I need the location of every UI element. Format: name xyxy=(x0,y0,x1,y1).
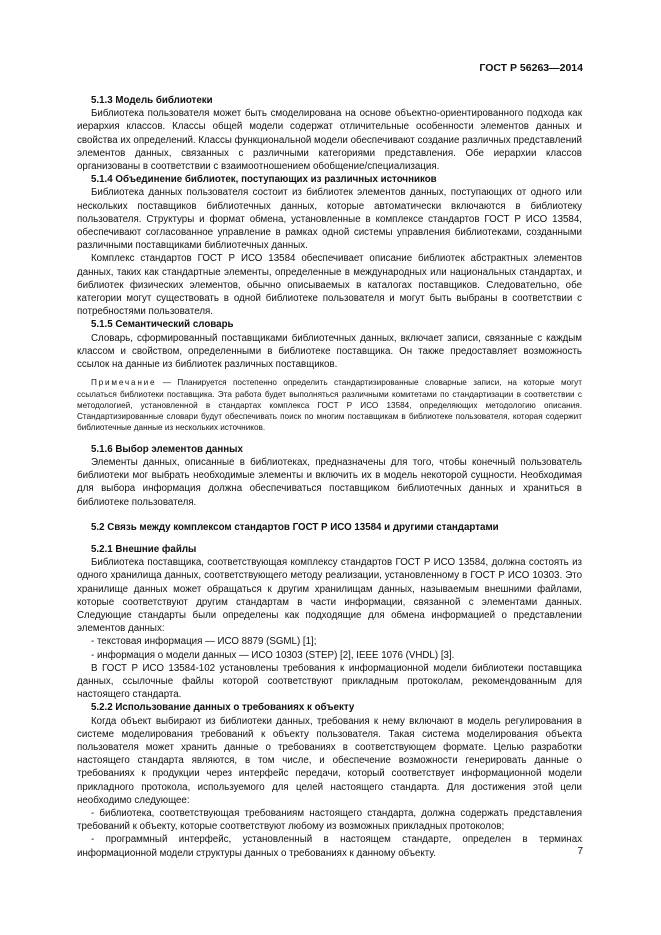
section-5-2-title: 5.2 Связь между комплексом стандартов ГОСТ Р ИСО 13584 и другими стандартами xyxy=(91,521,499,533)
paragraph: В ГОСТ Р ИСО 13584-102 установлены требования к информационной модели библиотеки поставщика данных, ссылочные файлы которой соответствуют прикладным протоколам, рекомендованным для настоящего стандарта. xyxy=(77,662,582,701)
document-id: ГОСТ Р 56263—2014 xyxy=(479,62,583,74)
note-label: Примечание xyxy=(91,378,157,388)
list-item: - программный интерфейс, установленный в настоящем стандарте, определен в терминах информационной модели структуры данных о требованиях к данному объекту. xyxy=(77,834,582,859)
paragraph: Библиотека поставщика, соответствующая комплексу стандартов ГОСТ Р ИСО 13584, должна состоять из одного хранилища данных, соответствующего методу реализации, установленному в ГОСТ Р ИСО 10303. Это хранилище данных может обращаться к другим хранилищам данных, называемым внешними файлами, которые соответствуют другим стандартам в части информации, связанной с элементами данных. Следующие стандарты были определены как подходящие для обмена информацией о представлении элементов данных: xyxy=(77,557,582,635)
list-item: - текстовая информация — ИСО 8879 (SGML) [1]; xyxy=(91,636,317,648)
list-item: - библиотека, соответствующая требованиям настоящего стандарта, должна содержать представления требований к объекту, которые соответствуют любому из возможных прикладных протоколов; xyxy=(77,808,582,833)
section-5-1-6-title: 5.1.6 Выбор элементов данных xyxy=(91,443,243,455)
paragraph: Библиотека пользователя может быть смоделирована на основе объектно-ориентированного подхода как иерархия классов. Классы общей модели содержат отличительные особенности элементов данных и свойства их определений. Классы функциональной модели обеспечивают создание различных представлений элементов данных, связанных с различными категориями представления. Обе иерархии классов организованы в соответствии с взаимоотношением обобщение/специализация. xyxy=(77,108,582,173)
section-5-2-1-title: 5.2.1 Внешние файлы xyxy=(91,543,197,555)
paragraph: Элементы данных, описанные в библиотеках, предназначены для того, чтобы конечный пользователь библиотеки мог выбрать необходимые элементы и включить их в модель некоторой сущности. Необходимая для выбора информация должна обеспечиваться поставщиком библиотечных данных и храниться в библиотеке пользователя. xyxy=(77,456,582,508)
note xyxy=(77,377,582,433)
section-5-1-4-title: 5.1.4 Объединение библиотек, поступающих из различных источников xyxy=(91,174,437,186)
page-body xyxy=(77,94,582,860)
paragraph: Словарь, сформированный поставщиками библиотечных данных, включает записи, связанные с каждым классом и свойством, определенными в библиотеке поставщика. Он также предоставляет возможность ссылок на данные из библиотек различных поставщиков. xyxy=(77,332,582,371)
paragraph: Комплекс стандартов ГОСТ Р ИСО 13584 обеспечивает описание библиотек абстрактных элементов данных, таких как стандартные элементы, определенные в международных или национальных стандартах, и библиотек физических элементов, обычно описываемых в каталогах поставщиков. Следовательно, обе категории могут существовать в одной библиотеке пользователя и могут быть выбраны в соответствии с потребностями пользователя. xyxy=(77,253,582,318)
page-number: 7 xyxy=(577,846,583,857)
note-text: — Планируется постепенно определить стандартизированные словарные записи, на которые могут ссылаться библиотеки поставщика. Эта работа будет выполняться различными комитетами по стандартизации в соответствии с методологией, установленной в стандартах комплекса ГОСТ Р ИСО 13584, определяющих методологию описания. Стандартизированные словари будут обеспечивать поиск по многим поставщикам в библиотеке пользователя, которая содержит библиотечные данные из нескольких источников. xyxy=(77,378,582,433)
paragraph: Когда объект выбирают из библиотеки данных, требования к нему включают в модель регулирования в системе моделирования требований к объекту пользователя. Такая система моделирования объекта пользователя может хранить данные о требованиях в соответствующем формате. Целью разработки настоящего стандарта являются, в том числе, и обеспечение возможности генерировать данные о требованиях к продукции через интерфейс передачи, который соответствует информационной модели прикладного протокола, используемого для целей настоящего стандарта. Для достижения этой цели необходимо следующее: xyxy=(77,715,582,806)
list-item: - информация о модели данных — ИСО 10303 (STEP) [2], IEEE 1076 (VHDL) [3]. xyxy=(91,649,455,661)
section-5-2-2-title: 5.2.2 Использование данных о требованиях к объекту xyxy=(91,702,355,714)
section-5-1-5-title: 5.1.5 Семантический словарь xyxy=(91,319,234,331)
paragraph: Библиотека данных пользователя состоит из библиотек элементов данных, поступающих от одного или нескольких поставщиков библиотечных данных, которые автоматически включаются в библиотеку пользователя. Структуры и формат обмена, установленные в комплексе стандартов ГОСТ Р ИСО 13584, обеспечивают согласованное управление в рамках одной системы управления библиотеками, созданными различными поставщиками библиотечных данных. xyxy=(77,187,582,252)
section-5-1-3-title: 5.1.3 Модель библиотеки xyxy=(91,95,213,106)
